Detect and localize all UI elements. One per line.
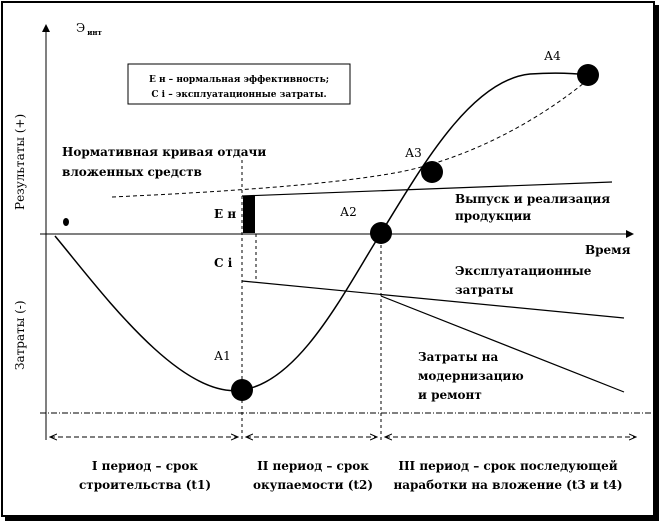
legend-line-1: Е н – нормальная эффективность;	[148, 75, 330, 85]
period-1-label-2: строительства (t1)	[79, 478, 211, 492]
operating-costs-label-1: Эксплуатационные	[455, 264, 592, 278]
point-a3	[421, 161, 443, 183]
modernization-label-3: и ремонт	[418, 388, 482, 402]
point-a1	[231, 379, 253, 401]
output-label-1: Выпуск и реализация	[455, 192, 611, 206]
label-a2: А2	[340, 205, 357, 219]
normative-curve-label-2: вложенных средств	[62, 165, 202, 179]
operating-costs-label-2: затраты	[455, 283, 514, 297]
en-label: Е н	[214, 207, 237, 221]
period-2-label-2: окупаемости (t2)	[252, 478, 374, 492]
label-a3: А3	[405, 146, 422, 160]
y-negative-label: Затраты (-)	[13, 300, 27, 370]
period-3-label-2: наработки на вложение (t3 и t4)	[393, 478, 623, 492]
label-a4: А4	[544, 49, 561, 63]
legend-line-2: С i – эксплуатационные затраты.	[151, 90, 327, 100]
modernization-label-2: модернизацию	[418, 369, 524, 383]
y-positive-label: Результаты (+)	[13, 113, 27, 210]
period-3-label-1: III период – срок последующей	[398, 459, 618, 473]
output-label-2: продукции	[455, 209, 532, 223]
y-axis-title: Э $_{инт}$	[76, 21, 102, 37]
modernization-label-1: Затраты на	[418, 350, 499, 364]
period-2-label-1: II период – срок	[257, 459, 369, 473]
en-bar	[243, 196, 255, 233]
normative-curve-label-1: Нормативная кривая отдачи	[62, 145, 267, 159]
x-axis-label: Время	[585, 243, 631, 257]
label-a1: А1	[214, 349, 231, 363]
point-a4	[577, 64, 599, 86]
origin-marker	[63, 218, 69, 226]
period-1-label-1: I период – срок	[91, 459, 199, 473]
ci-label: С i	[214, 256, 233, 270]
point-a2	[370, 222, 392, 244]
